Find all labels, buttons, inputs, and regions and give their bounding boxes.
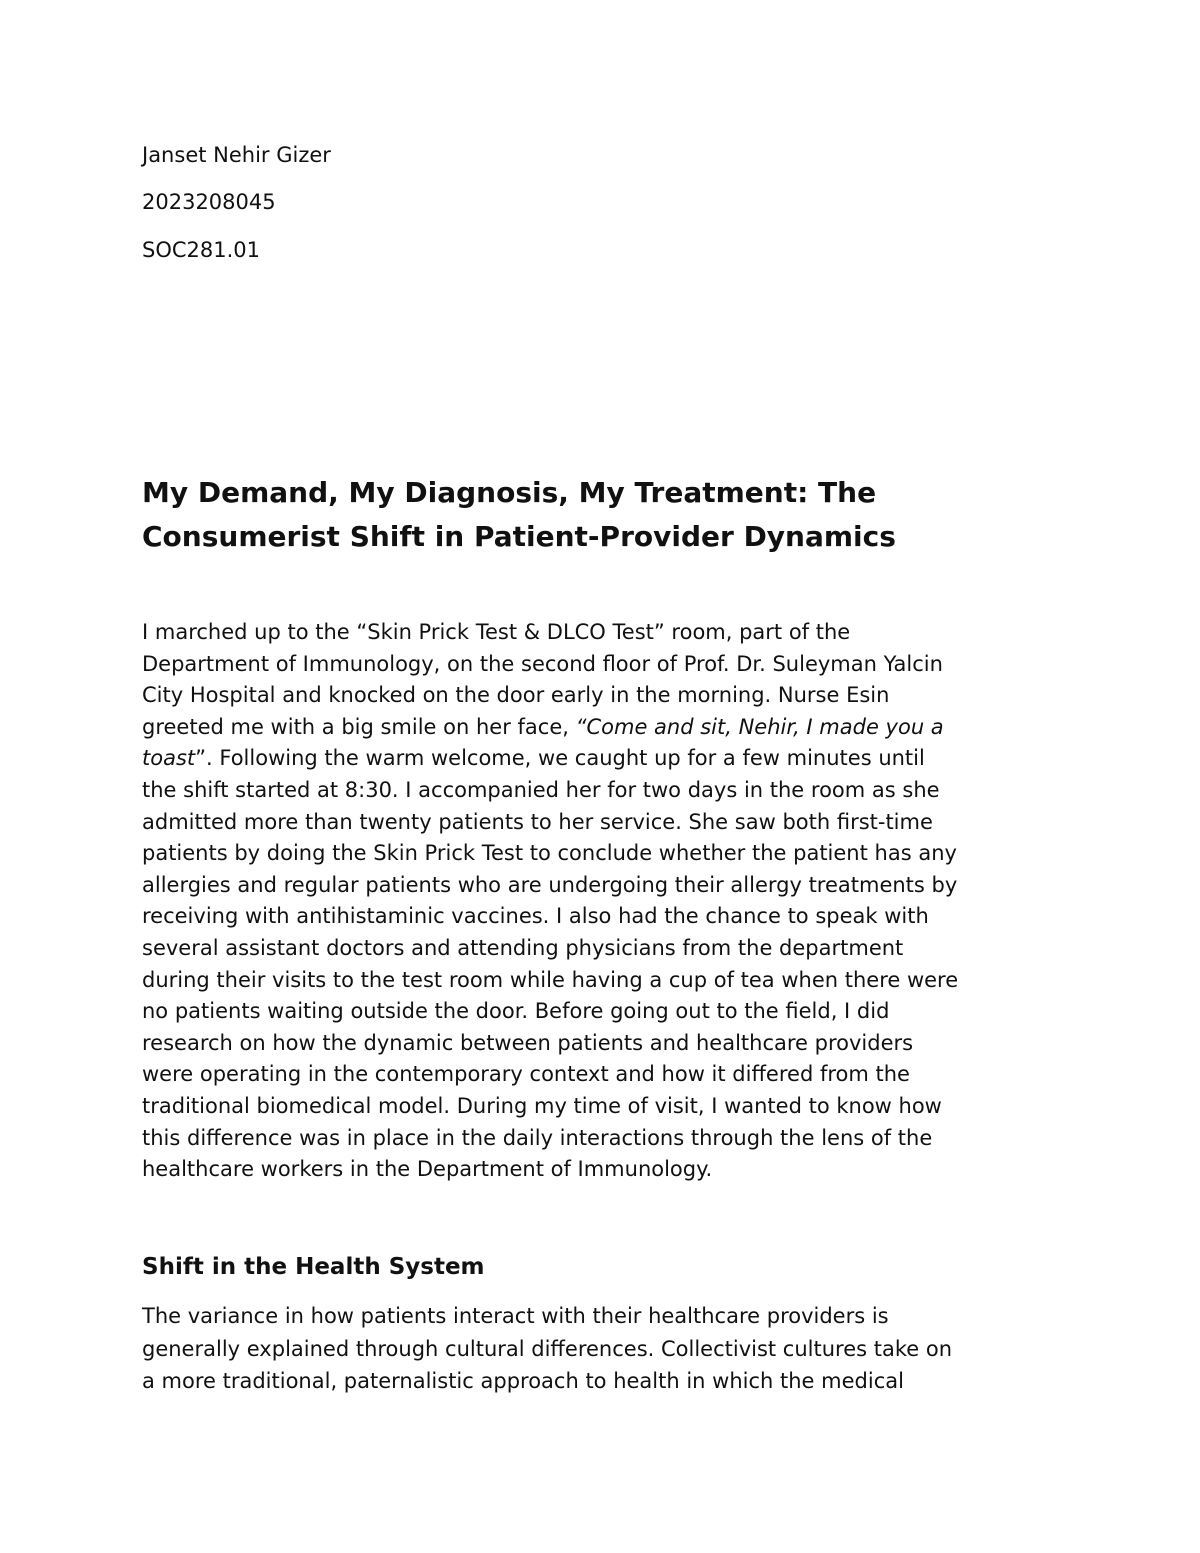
intro-line: were operating in the contemporary context and how it differed from the — [142, 1062, 910, 1087]
intro-line: traditional biomedical model. During my time of visit, I wanted to know how — [142, 1093, 942, 1118]
intro-line: I marched up to the “Skin Prick Test & DLCO Test” room, part of the — [142, 620, 851, 644]
intro-line: allergies and regular patients who are undergoing their allergy treatments by — [142, 872, 958, 897]
section-line: The variance in how patients interact with their healthcare providers is — [142, 1304, 889, 1328]
intro-line: healthcare workers in the Department of Immunology. — [142, 1157, 713, 1182]
intro-line: several assistant doctors and attending physicians from the department — [142, 935, 904, 960]
section-line: generally explained through cultural differences. Collectivist cultures take on — [142, 1336, 953, 1361]
intro-line: the shift started at 8:30. I accompanied her for two days in the room as she — [142, 777, 940, 802]
author-name: Janset Nehir Gizer — [142, 143, 331, 167]
intro-line: Department of Immunology, on the second floor of Prof. Dr. Suleyman Yalcin — [142, 651, 943, 676]
intro-text: ”. Following the warm welcome, we caught up for a few minutes until — [195, 746, 925, 771]
quote-text: “Come and sit, Nehir, I made you a — [575, 714, 944, 739]
section-line: a more traditional, paternalistic approach to health in which the medical — [142, 1369, 904, 1393]
intro-line: receiving with antihistaminic vaccines. I also had the chance to speak with — [142, 904, 929, 929]
intro-line: during their visits to the test room while having a cup of tea when there were — [142, 967, 959, 992]
quote-text: toast — [142, 746, 196, 771]
intro-text: greeted me with a big smile on her face, — [142, 714, 576, 739]
intro-line: patients by doing the Skin Prick Test to conclude whether the patient has any — [142, 841, 957, 866]
intro-line: no patients waiting outside the door. Before going out to the field, I did — [142, 999, 890, 1024]
title-line-1: My Demand, My Diagnosis, My Treatment: The — [142, 476, 877, 509]
student-id: 2023208045 — [142, 190, 276, 214]
intro-line: admitted more than twenty patients to her service. She saw both first-time — [142, 809, 933, 834]
section-heading: Shift in the Health System — [142, 1254, 485, 1280]
intro-line: research on how the dynamic between patients and healthcare providers — [142, 1030, 914, 1055]
intro-paragraph — [142, 617, 1092, 1186]
intro-line — [142, 743, 1092, 775]
intro-line: City Hospital and knocked on the door early in the morning. Nurse Esin — [142, 683, 890, 708]
intro-line: this difference was in place in the daily interactions through the lens of the — [142, 1125, 933, 1150]
title-line-2: Consumerist Shift in Patient-Provider Dynamics — [142, 520, 896, 553]
intro-line — [142, 712, 1092, 744]
course-code: SOC281.01 — [142, 238, 261, 262]
document-title — [142, 471, 1072, 559]
section-paragraph — [142, 1300, 1092, 1398]
